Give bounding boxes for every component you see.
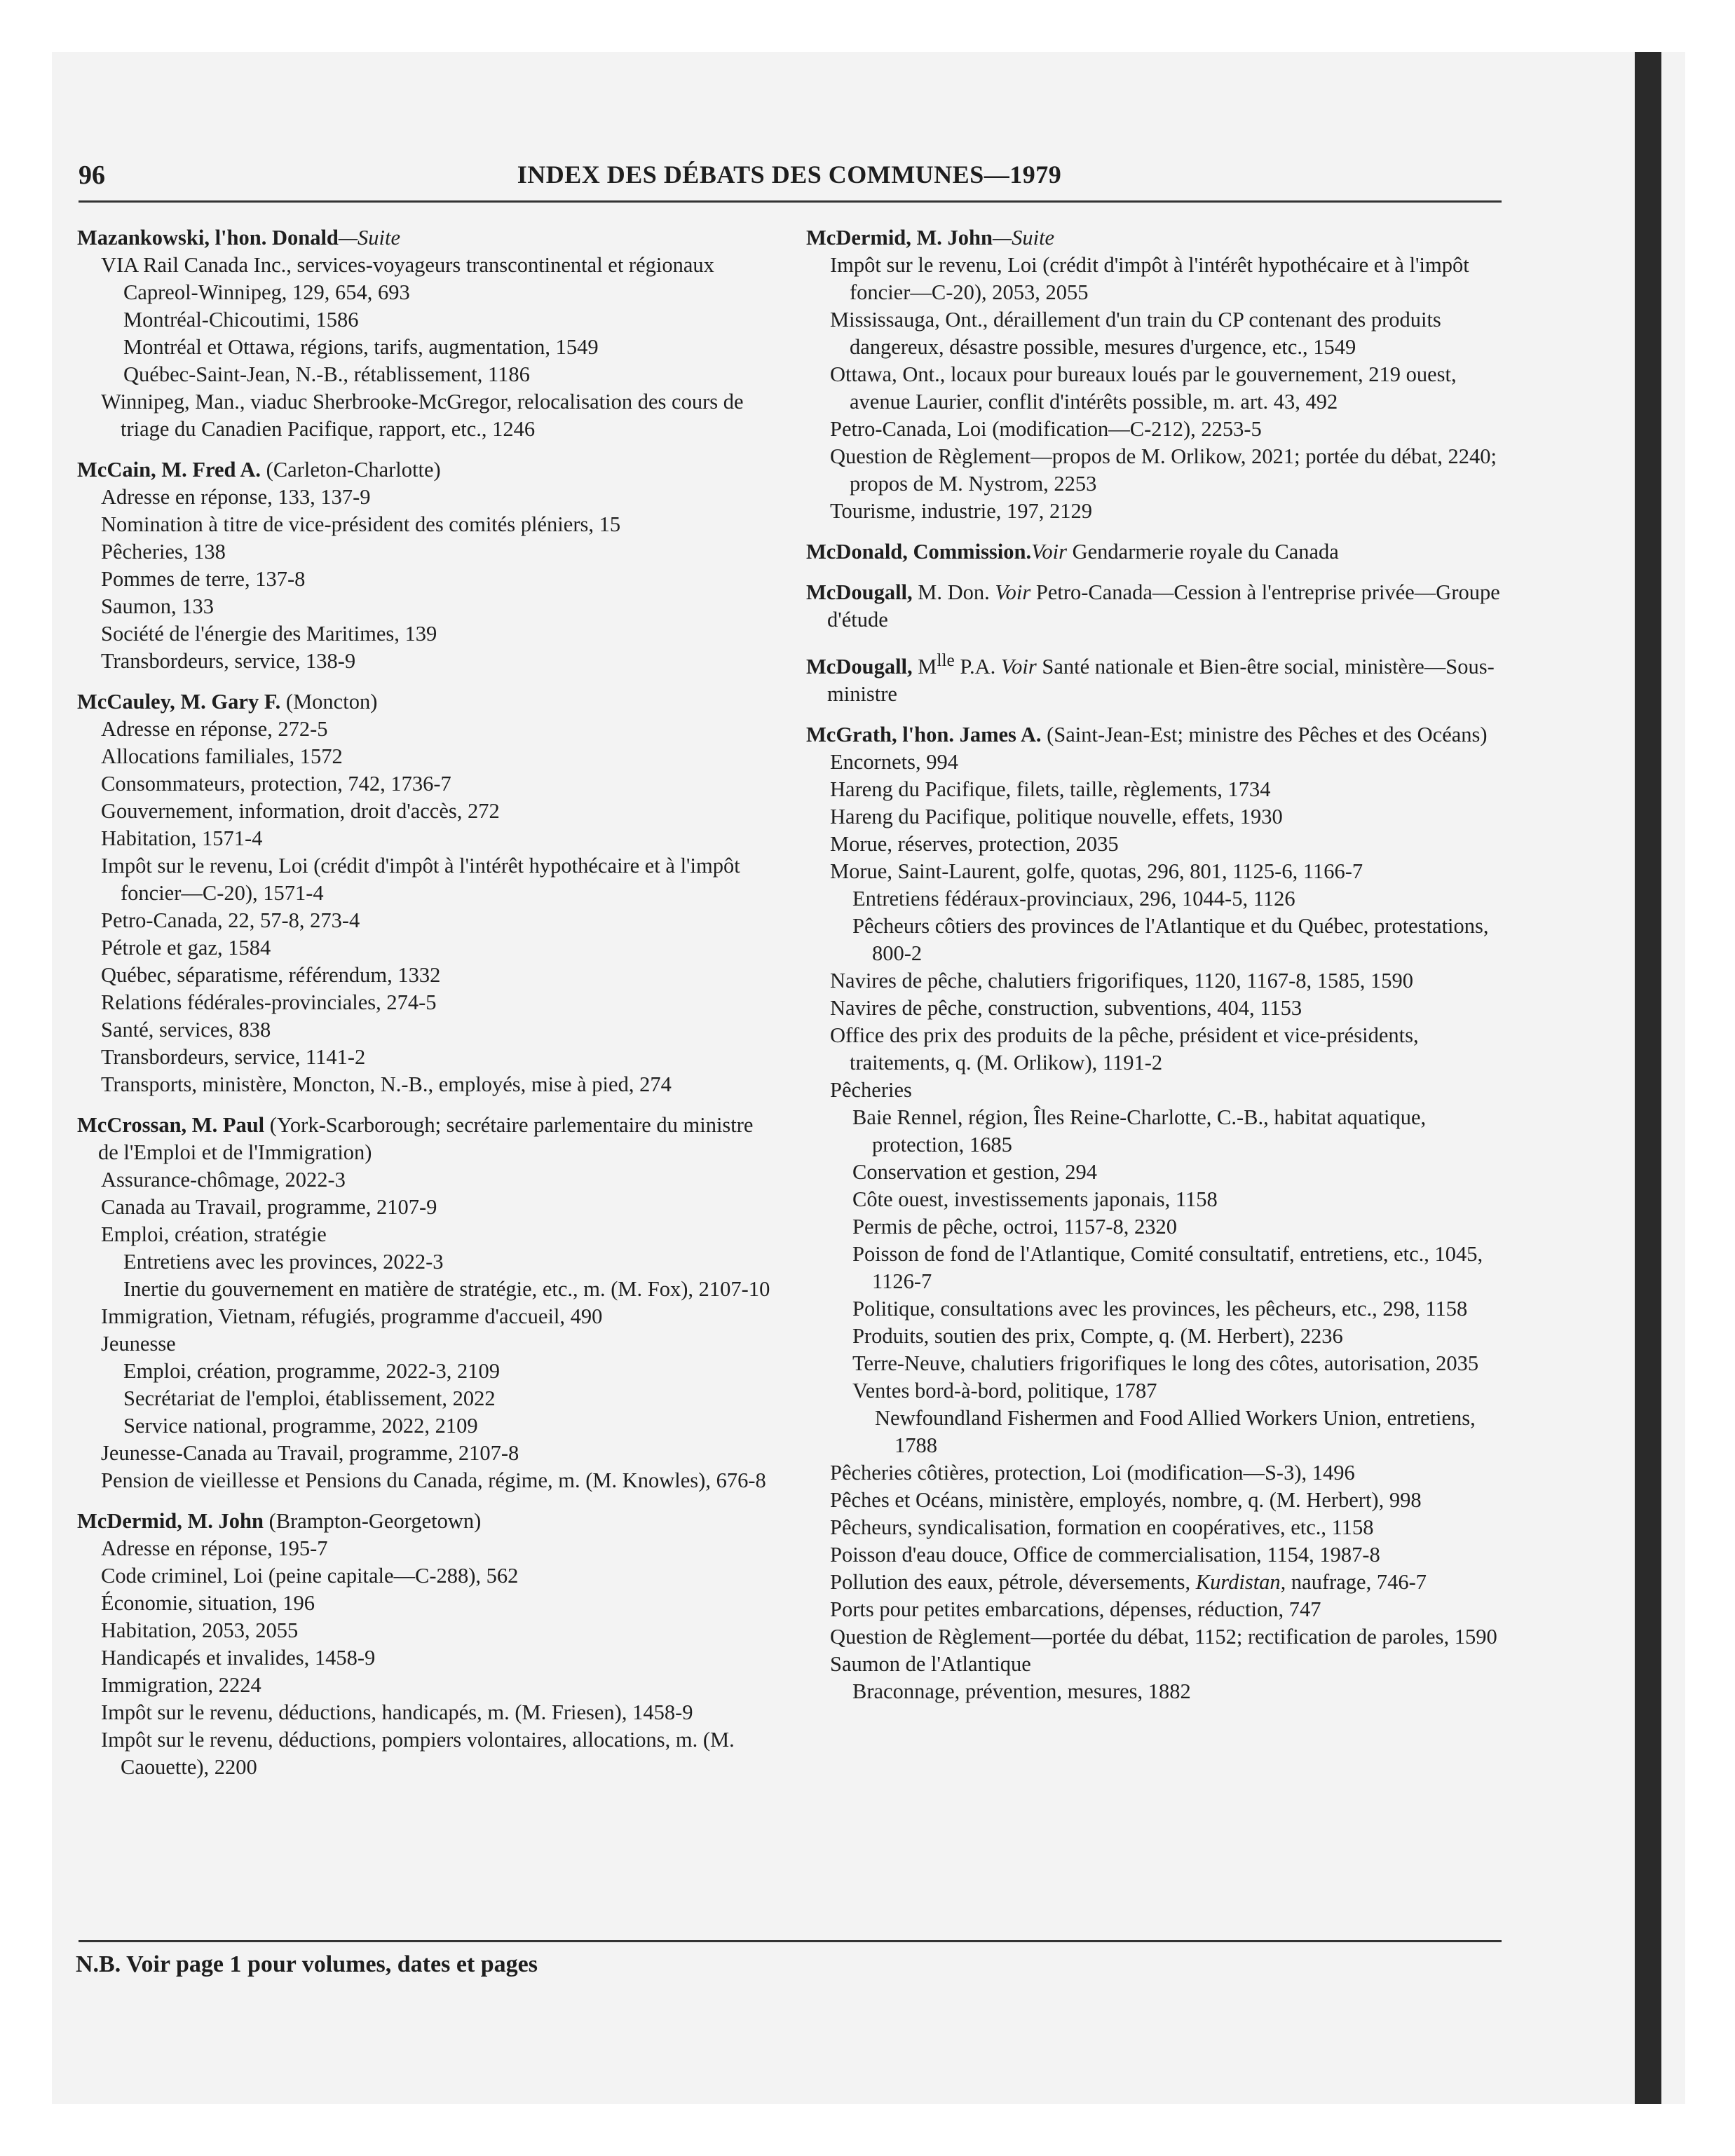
index-subentry: Immigration, 2224 [101, 1673, 261, 1697]
index-subentry: Jeunesse-Canada au Travail, programme, 2107-8 [101, 1441, 519, 1465]
index-subentry: Pêcheries côtières, protection, Loi (modification—S-3), 1496 [830, 1461, 1355, 1485]
index-entry-block [806, 224, 1507, 525]
entry-qualifier: (Carleton-Charlotte) [261, 458, 441, 482]
entry-heading [806, 647, 1507, 708]
entry-name: McDermid, M. John [806, 226, 993, 250]
entry-continuation: —Suite [338, 226, 400, 250]
entry-heading [77, 224, 778, 252]
index-subentry: Nomination à titre de vice-président des comités pléniers, 15 [101, 512, 621, 536]
index-subentry: Handicapés et invalides, 1458-9 [101, 1646, 376, 1670]
index-subentry: Relations fédérales-provinciales, 274-5 [101, 990, 437, 1014]
index-subentry: Santé, services, 838 [101, 1018, 271, 1042]
index-entry-block [77, 224, 778, 443]
index-subentry: Produits, soutien des prix, Compte, q. (M. Herbert), 2236 [852, 1324, 1343, 1349]
index-subentry: Hareng du Pacifique, filets, taille, règlements, 1734 [830, 777, 1271, 802]
index-subentry: Transbordeurs, service, 1141-2 [101, 1045, 366, 1069]
running-head [79, 154, 1500, 203]
index-subentry: Pêches et Océans, ministère, employés, nombre, q. (M. Herbert), 998 [830, 1488, 1422, 1513]
entry-name: McCauley, M. Gary F. [77, 690, 281, 714]
index-subentry: Morue, Saint-Laurent, golfe, quotas, 296, 801, 1125-6, 1166-7 [830, 859, 1363, 884]
index-entry-block [77, 1508, 778, 1781]
index-subentry: Assurance-chômage, 2022-3 [101, 1168, 346, 1192]
index-subentry: Encornets, 994 [830, 750, 958, 775]
index-subentry: Question de Règlement—portée du débat, 1152; rectification de paroles, 1590 [830, 1625, 1497, 1649]
entry-name: McDougall, [806, 655, 913, 679]
see-reference-label: Voir [1000, 655, 1037, 679]
index-subentry [806, 1569, 1507, 1596]
entry-name: McDonald, Commission. [806, 540, 1032, 564]
entry-qualifier: Santé nationale et Bien-être social, ministère—Sous-ministre [827, 655, 1495, 707]
index-subentry: Petro-Canada, 22, 57-8, 273-4 [101, 908, 360, 932]
index-subentry: Adresse en réponse, 272-5 [101, 717, 328, 741]
index-subentry: Immigration, Vietnam, réfugiés, programme d'accueil, 490 [101, 1304, 603, 1328]
index-entry-block [77, 1112, 778, 1494]
entry-heading [77, 1112, 778, 1166]
index-subentry: Montréal-Chicoutimi, 1586 [123, 308, 359, 332]
header-rule [79, 200, 1502, 203]
entry-qualifier: (Brampton-Georgetown) [263, 1509, 482, 1533]
entry-heading [77, 688, 778, 716]
index-entry-block [806, 647, 1507, 708]
index-subentry: Tourisme, industrie, 197, 2129 [830, 499, 1092, 523]
footer-rule [79, 1940, 1502, 1942]
entry-name: Mazankowski, l'hon. Donald [77, 226, 339, 250]
entry-qualifier: (Saint-Jean-Est; ministre des Pêches et des Océans) [1041, 723, 1488, 747]
index-subentry: Service national, programme, 2022, 2109 [123, 1414, 478, 1438]
index-subentry: Permis de pêche, octroi, 1157-8, 2320 [852, 1215, 1178, 1239]
scan-edge-shadow [1635, 52, 1661, 2104]
index-subentry: Office des prix des produits de la pêche, président et vice-présidents, traitements, q. (M. Orlikow), 1191-2 [830, 1023, 1419, 1075]
index-subentry: Ventes bord-à-bord, politique, 1787 [852, 1379, 1157, 1403]
index-subentry: Pétrole et gaz, 1584 [101, 936, 271, 960]
page-number: 96 [79, 161, 105, 190]
index-column-left [77, 224, 778, 1794]
index-subentry: Habitation, 1571-4 [101, 826, 263, 850]
subentry-text: naufrage, 746-7 [1286, 1570, 1427, 1595]
entry-name: McGrath, l'hon. James A. [806, 723, 1042, 747]
index-subentry: Saumon de l'Atlantique [830, 1652, 1031, 1677]
entry-continuation: —Suite [992, 226, 1055, 250]
entry-heading [806, 579, 1507, 634]
index-subentry: Pêcheurs côtiers des provinces de l'Atlantique et du Québec, protestations, 800-2 [852, 914, 1489, 966]
index-subentry: Mississauga, Ont., déraillement d'un train du CP contenant des produits dangereux, désastre possible, mesures d'urgence, etc., 1549 [830, 308, 1441, 359]
index-subentry: Code criminel, Loi (peine capitale—C-288), 562 [101, 1564, 519, 1588]
subentry-text: Pollution des eaux, pétrole, déversements, [830, 1570, 1196, 1595]
index-entry-block [806, 538, 1507, 566]
index-subentry: Canada au Travail, programme, 2107-9 [101, 1195, 437, 1219]
index-subentry: Baie Rennel, région, Îles Reine-Charlotte, C.-B., habitat aquatique, protection, 1685 [852, 1105, 1427, 1157]
index-entry-block [806, 721, 1507, 1705]
index-subentry: Navires de pêche, construction, subventions, 404, 1153 [830, 996, 1302, 1021]
entry-heading [806, 224, 1507, 252]
index-subentry: Conservation et gestion, 294 [852, 1160, 1098, 1185]
index-subentry: Entretiens avec les provinces, 2022-3 [123, 1250, 444, 1274]
index-subentry: Poisson d'eau douce, Office de commercialisation, 1154, 1987-8 [830, 1543, 1380, 1567]
index-subentry: Pêcheurs, syndicalisation, formation en coopératives, etc., 1158 [830, 1515, 1374, 1540]
entry-name: McCain, M. Fred A. [77, 458, 261, 482]
index-subentry: Montréal et Ottawa, régions, tarifs, augmentation, 1549 [123, 335, 599, 359]
index-subentry: Entretiens fédéraux-provinciaux, 296, 1044-5, 1126 [852, 887, 1295, 911]
index-subentry: Habitation, 2053, 2055 [101, 1618, 299, 1642]
see-reference-label: Voir [995, 580, 1031, 604]
entry-initials: P.A. [954, 655, 1001, 679]
index-subentry: Inertie du gouvernement en matière de stratégie, etc., m. (M. Fox), 2107-10 [123, 1277, 770, 1301]
entry-title-text: M. Don. [912, 580, 995, 604]
index-subentry: Winnipeg, Man., viaduc Sherbrooke-McGregor, relocalisation des cours de triage du Canadien Pacifique, rapport, etc., 1246 [101, 390, 744, 441]
index-subentry: Poisson de fond de l'Atlantique, Comité consultatif, entretiens, etc., 1045, 1126-7 [852, 1242, 1483, 1294]
index-subentry: Consommateurs, protection, 742, 1736-7 [101, 772, 451, 796]
index-subentry: Société de l'énergie des Maritimes, 139 [101, 622, 437, 646]
index-subentry: Transports, ministère, Moncton, N.-B., employés, mise à pied, 274 [101, 1072, 672, 1096]
index-subentry: Emploi, création, stratégie [101, 1222, 327, 1246]
index-subentry: Braconnage, prévention, mesures, 1882 [852, 1679, 1191, 1704]
index-subentry: Allocations familiales, 1572 [101, 744, 343, 768]
index-subentry: Capreol-Winnipeg, 129, 654, 693 [123, 280, 410, 304]
entry-qualifier: Petro-Canada—Cession à l'entreprise privée—Groupe d'étude [827, 580, 1500, 632]
see-reference-label: Voir [1031, 540, 1067, 564]
entry-heading [806, 538, 1507, 566]
index-subentry: Adresse en réponse, 195-7 [101, 1536, 328, 1560]
entry-title-text: M [912, 655, 937, 679]
entry-qualifier: (York-Scarborough; secrétaire parlementaire du ministre de l'Emploi et de l'Immigration) [98, 1113, 754, 1164]
index-subentry: Newfoundland Fishermen and Food Allied Workers Union, entretiens, 1788 [875, 1406, 1476, 1458]
index-subentry: Question de Règlement—propos de M. Orlikow, 2021; portée du débat, 2240; propos de M. Nystrom, 2253 [830, 444, 1497, 496]
index-subentry: Pommes de terre, 137-8 [101, 567, 306, 591]
index-subentry: Navires de pêche, chalutiers frigorifiques, 1120, 1167-8, 1585, 1590 [830, 969, 1414, 993]
index-subentry: Saumon, 133 [101, 594, 214, 618]
index-subentry: Pêcheries [830, 1078, 912, 1103]
index-subentry: Économie, situation, 196 [101, 1591, 315, 1615]
page-title: INDEX DES DÉBATS DES COMMUNES—1979 [517, 161, 1062, 189]
entry-name: McDermid, M. John [77, 1509, 264, 1533]
index-subentry: Transbordeurs, service, 138-9 [101, 649, 356, 673]
index-subentry: Terre-Neuve, chalutiers frigorifiques le long des côtes, autorisation, 2035 [852, 1351, 1479, 1376]
index-subentry: Ottawa, Ont., locaux pour bureaux loués par le gouvernement, 219 ouest, avenue Laurier, conflit d'intérêts possible, m. art. 43, 492 [830, 362, 1457, 414]
entry-title-superscript: lle [937, 650, 955, 670]
index-subentry: Pension de vieillesse et Pensions du Canada, régime, m. (M. Knowles), 676-8 [101, 1468, 766, 1492]
index-subentry: Politique, consultations avec les provinces, les pêcheurs, etc., 298, 1158 [852, 1297, 1468, 1321]
index-subentry: Impôt sur le revenu, Loi (crédit d'impôt à l'intérêt hypothécaire et à l'impôt foncier—C-20), 2053, 2055 [830, 253, 1469, 304]
index-subentry: Jeunesse [101, 1332, 176, 1356]
index-subentry: Ports pour petites embarcations, dépenses, réduction, 747 [830, 1597, 1321, 1622]
index-subentry: Secrétariat de l'emploi, établissement, 2022 [123, 1386, 496, 1410]
index-subentry: Impôt sur le revenu, déductions, handicapés, m. (M. Friesen), 1458-9 [101, 1700, 693, 1724]
index-subentry: Impôt sur le revenu, déductions, pompiers volontaires, allocations, m. (M. Caouette), 2200 [101, 1728, 735, 1779]
index-subentry: Québec-Saint-Jean, N.-B., rétablissement, 1186 [123, 362, 530, 386]
index-column-right [806, 224, 1507, 1719]
entry-heading [77, 1508, 778, 1535]
entry-heading [77, 456, 778, 484]
index-subentry: Gouvernement, information, droit d'accès, 272 [101, 799, 500, 823]
index-entry-block [806, 579, 1507, 634]
entry-qualifier: Gendarmerie royale du Canada [1066, 540, 1339, 564]
entry-heading [806, 721, 1507, 749]
index-entry-block [77, 688, 778, 1098]
index-subentry: Hareng du Pacifique, politique nouvelle, effets, 1930 [830, 805, 1283, 829]
index-entry-block [77, 456, 778, 675]
index-subentry: Côte ouest, investissements japonais, 1158 [852, 1187, 1218, 1212]
index-subentry: Petro-Canada, Loi (modification—C-212), 2253-5 [830, 417, 1262, 441]
entry-name: McCrossan, M. Paul [77, 1113, 265, 1137]
index-subentry: Emploi, création, programme, 2022-3, 2109 [123, 1359, 501, 1383]
index-subentry: Adresse en réponse, 133, 137-9 [101, 485, 371, 509]
index-subentry: Morue, réserves, protection, 2035 [830, 832, 1119, 857]
entry-name: McDougall, [806, 580, 913, 604]
ship-name: Kurdistan, [1195, 1570, 1286, 1595]
index-subentry: Québec, séparatisme, référendum, 1332 [101, 963, 441, 987]
footer-note: N.B. Voir page 1 pour volumes, dates et pages [76, 1951, 538, 1977]
index-subentry: VIA Rail Canada Inc., services-voyageurs transcontinental et régionaux [101, 253, 714, 277]
entry-qualifier: (Moncton) [280, 690, 378, 714]
index-subentry: Impôt sur le revenu, Loi (crédit d'impôt à l'intérêt hypothécaire et à l'impôt foncier—C-20), 1571-4 [101, 854, 740, 905]
index-subentry: Pêcheries, 138 [101, 540, 226, 564]
